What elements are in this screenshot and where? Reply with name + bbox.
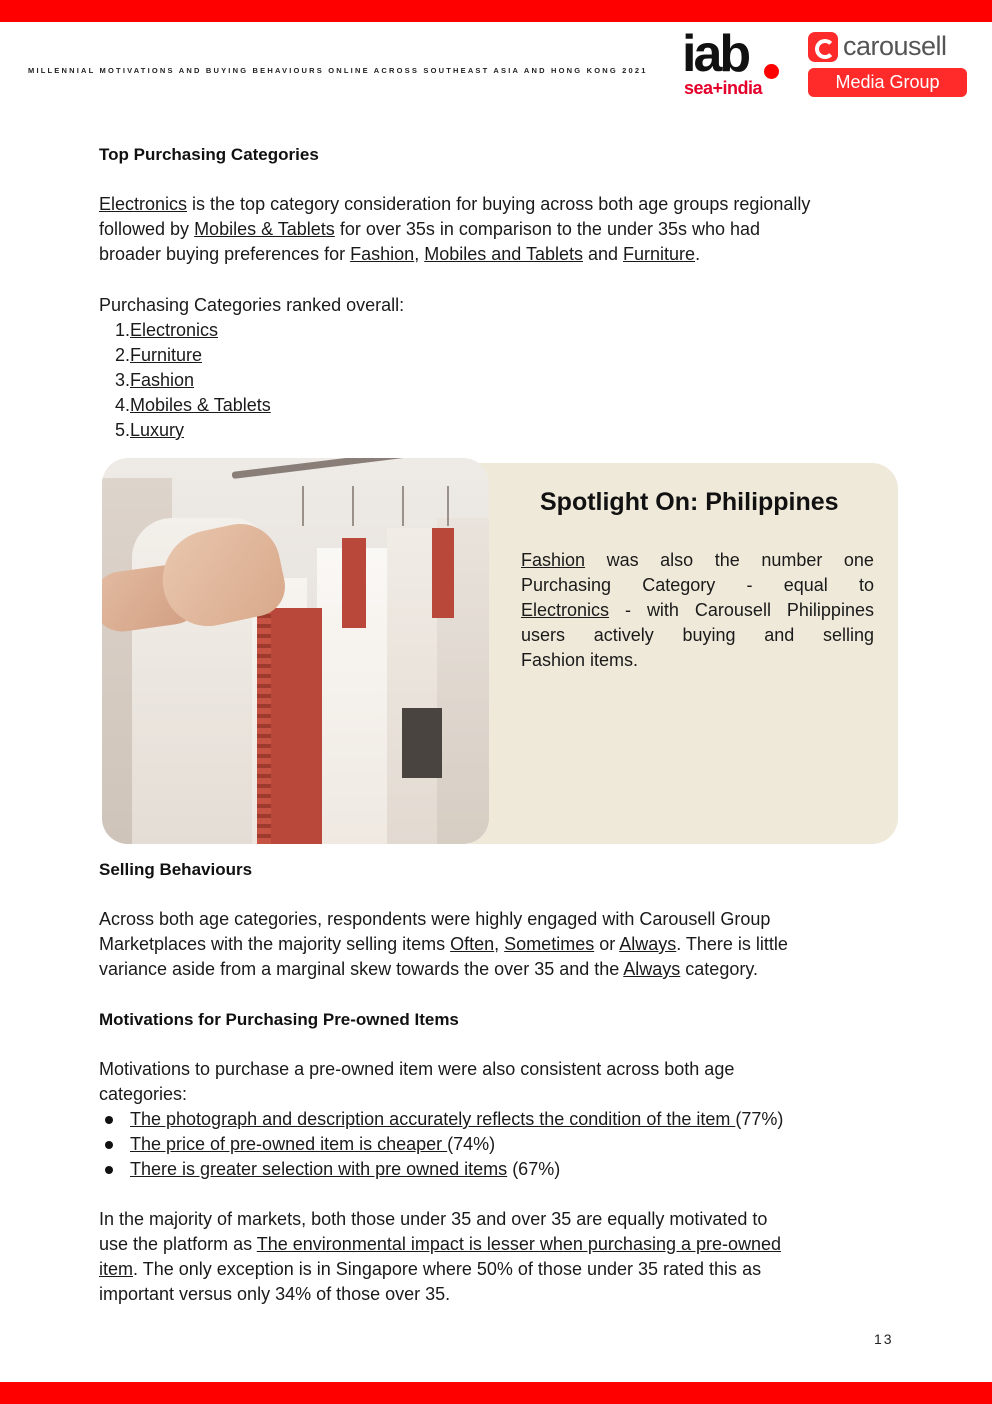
top-categories-heading: Top Purchasing Categories: [99, 145, 319, 164]
spotlight-title: Spotlight On: Philippines: [540, 488, 839, 516]
motivations-heading: Motivations for Purchasing Pre-owned Items: [99, 1010, 459, 1029]
carousell-logo: [808, 30, 968, 98]
list-item: 3.Fashion: [114, 370, 195, 390]
link-mobiles-tablets: Mobiles & Tablets: [194, 219, 335, 239]
list-item: There is greater selection with pre owned items (67%): [99, 1157, 783, 1182]
list-item: The photograph and description accurately reflects the condition of the item (77%): [99, 1107, 783, 1132]
top-red-band: [0, 0, 992, 22]
bottom-red-band: [0, 1382, 992, 1404]
list-item: 5.Luxury: [114, 420, 185, 440]
ranked-intro: Purchasing Categories ranked overall:: [99, 295, 405, 315]
clothing-rack-photo: [102, 458, 489, 844]
environment-paragraph: In the majority of markets, both those under 35 and over 35 are equally motivated to use the platform as The environmental impact is lesser when purchasing a pre-owned item. The only exception is in Singapore where 50% of those under 35 rated this as important versus only 34% of those over 35.: [99, 1209, 782, 1304]
iab-logo-dot: [764, 64, 779, 79]
selling-heading: Selling Behaviours: [99, 860, 253, 879]
link-mobiles-and-tablets: Mobiles and Tablets: [424, 244, 583, 264]
motivations-bullet-list: [99, 1107, 783, 1182]
link-fashion: Fashion: [350, 244, 415, 264]
list-item: The price of pre-owned item is cheaper (74%): [99, 1132, 783, 1157]
carousell-media-group-badge: Media Group: [808, 68, 967, 97]
iab-logo: [682, 25, 786, 100]
selling-paragraph: Across both age categories, respondents were highly engaged with Carousell Group Marketplaces with the majority selling items Often, Sometimes or Always. There is little variance aside from a marginal skew towards the over 35 and the Always category.: [99, 909, 788, 979]
carousell-c-icon: [808, 32, 838, 62]
ranked-categories-list: [99, 318, 271, 443]
list-item: 4.Mobiles & Tablets: [114, 395, 271, 415]
spotlight-body: Fashion was also the number one Purchasing Category - equal to Electronics - with Carousell Philippines users actively buying and selling Fashion items.: [521, 550, 874, 670]
page-number: 13: [874, 1331, 894, 1347]
list-item: 2.Furniture: [114, 345, 203, 365]
iab-logo-sub: sea+india: [684, 78, 763, 98]
top-categories-paragraph: Electronics is the top category consideration for buying across both age groups regionally followed by Mobiles & Tablets for over 35s in comparison to the under 35s who had broader buying preferences for Fashion, Mobiles and Tablets and Furniture.: [99, 194, 811, 264]
motivations-intro: Motivations to purchase a pre-owned item were also consistent across both age categories:: [99, 1059, 735, 1104]
iab-logo-word: iab: [682, 25, 749, 83]
report-title: MILLENNIAL MOTIVATIONS AND BUYING BEHAVIOURS ONLINE ACROSS SOUTHEAST ASIA AND HONG KONG 2021: [28, 66, 648, 75]
link-electronics: Electronics: [99, 194, 188, 214]
link-furniture: Furniture: [623, 244, 696, 264]
list-item: 1.Electronics: [114, 320, 219, 340]
carousell-logo-word: carousell: [843, 31, 947, 61]
